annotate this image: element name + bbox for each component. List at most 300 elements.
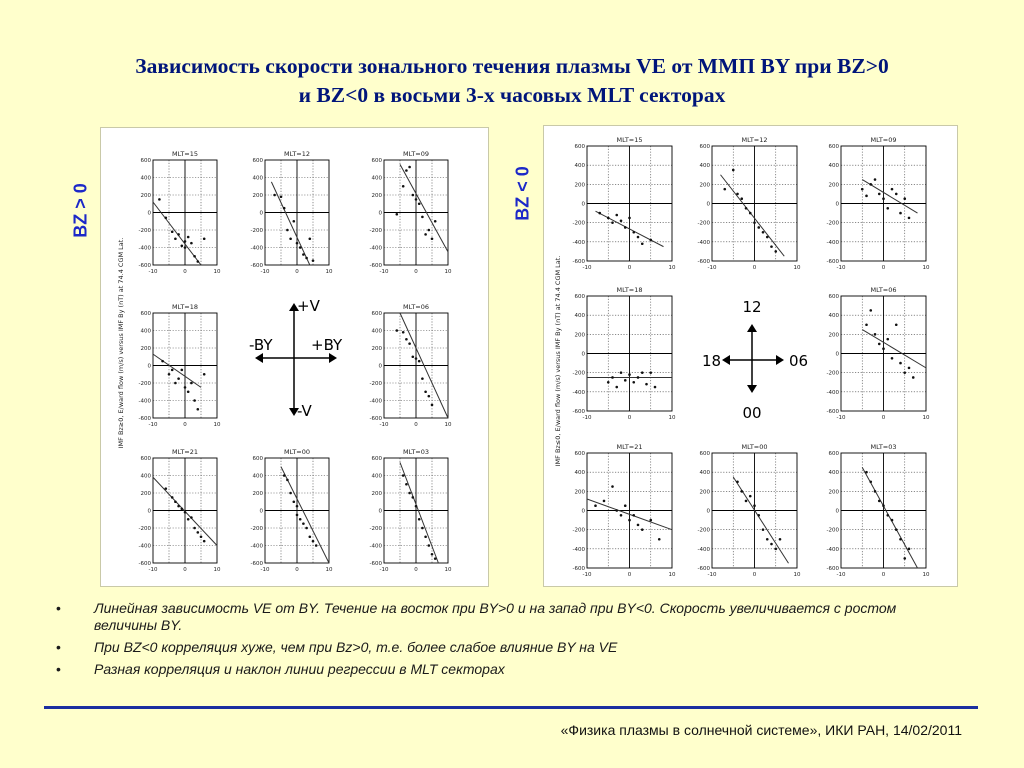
scatter-subplot [139,150,221,275]
scatter-subplot [251,150,333,275]
x-tick-label: 0 [414,567,418,573]
data-point [753,504,756,507]
data-point [774,548,777,551]
data-point [891,519,894,522]
data-point [293,220,296,223]
y-tick-label: -200 [138,228,151,234]
data-point [431,553,434,556]
subplot-title: MLT=00 [741,443,768,451]
y-tick-label: 600 [828,294,839,300]
scatter-subplot [573,286,676,421]
data-point [309,237,312,240]
data-point [302,253,305,256]
y-tick-label: 400 [574,163,585,170]
y-tick-label: 200 [574,489,585,496]
data-point [289,492,292,495]
data-point [869,183,872,186]
y-tick-label: -400 [369,398,382,405]
data-point [891,188,894,191]
data-point [749,495,752,498]
y-tick-label: 0 [835,201,839,208]
y-tick-label: -600 [826,409,839,415]
data-point [187,518,190,521]
x-tick-label: 10 [213,422,221,428]
data-point [882,347,885,350]
y-tick-label: 200 [252,491,263,497]
y-tick-label: -600 [250,561,263,567]
data-point [402,331,405,334]
bz-negative-panel [543,125,958,587]
footer-divider [44,706,978,709]
minus-by-label: -BY [249,336,273,354]
y-tick-label: -400 [697,546,710,553]
bz-positive-panel [100,127,489,587]
data-point [402,474,405,477]
data-point [415,198,418,201]
x-tick-label: 0 [295,567,299,573]
y-tick-label: -200 [138,526,151,532]
data-point [624,379,627,382]
x-tick-label: 10 [213,567,221,573]
x-tick-label: -10 [582,572,592,578]
bz-positive-chart [101,128,488,586]
regression-line [271,182,309,265]
y-tick-label: 400 [140,175,151,182]
data-point [903,557,906,560]
data-point [171,369,174,372]
subplot-title: MLT=12 [283,150,311,158]
data-point [899,212,902,215]
y-tick-label: -200 [826,220,839,227]
x-tick-label: -10 [260,567,270,573]
data-point [283,474,286,477]
data-point [908,217,911,220]
y-tick-label: 600 [140,456,151,462]
y-tick-label: -400 [826,546,839,553]
x-tick-label: 10 [922,265,930,271]
x-tick-label: -10 [260,269,270,275]
y-tick-label: 400 [252,175,263,182]
data-point [315,544,318,547]
data-point [736,193,739,196]
regression-line [400,462,438,563]
data-point [184,240,187,243]
data-point [886,207,889,210]
data-point [903,197,906,200]
y-tick-label: 200 [828,332,839,339]
data-point [305,257,308,260]
scatter-subplot [827,443,930,578]
data-point [181,369,184,372]
y-tick-label: 400 [699,163,710,170]
y-tick-label: -200 [826,370,839,377]
data-point [171,496,174,499]
data-point [641,528,644,531]
data-point [190,516,193,519]
x-tick-label: 10 [325,567,333,573]
x-tick-label: 10 [668,572,676,578]
data-point [405,483,408,486]
y-tick-label: 400 [140,473,151,480]
data-point [200,535,203,538]
y-tick-label: 200 [371,346,382,352]
data-point [412,496,415,499]
x-tick-label: 0 [183,567,187,573]
scatter-subplot [139,448,221,573]
data-point [412,355,415,358]
subplot-title: MLT=12 [741,136,768,144]
data-point [428,544,431,547]
data-point [766,538,769,541]
x-tick-label: 0 [295,269,299,275]
data-point [165,216,168,219]
data-point [296,505,299,508]
y-tick-label: -600 [572,259,585,265]
subplot-title: MLT=03 [870,443,897,451]
y-tick-label: 0 [259,210,263,217]
y-tick-label: 0 [706,508,710,515]
orientation-diagram [249,297,343,420]
data-point [624,504,627,507]
y-tick-label: 600 [252,456,263,462]
y-tick-label: -400 [138,245,151,252]
y-tick-label: 0 [581,351,585,358]
data-point [632,231,635,234]
y-tick-label: -400 [826,389,839,396]
data-point [865,471,868,474]
data-point [757,514,760,517]
y-tick-label: -600 [826,566,839,572]
mlt-06-label: 06 [789,352,809,370]
data-point [158,198,161,201]
data-point [740,197,743,200]
x-tick-label: 10 [922,572,930,578]
y-tick-label: 600 [574,294,585,300]
x-tick-label: -10 [148,422,158,428]
y-tick-label: -400 [138,398,151,405]
data-point [286,479,289,482]
data-point [296,242,299,245]
data-point [753,221,756,224]
y-tick-label: 400 [252,473,263,480]
data-point [899,538,902,541]
data-point [312,259,315,262]
y-tick-label: -200 [250,526,263,532]
data-point [723,188,726,191]
y-tick-label: 600 [828,144,839,150]
data-point [190,242,193,245]
y-tick-label: 400 [371,328,382,335]
data-point [193,527,196,530]
x-tick-label: -10 [379,422,389,428]
y-tick-label: -600 [697,259,710,265]
mlt-18-label: 18 [702,352,722,370]
regression-line [862,330,926,368]
data-point [912,376,915,379]
x-tick-label: 10 [325,269,333,275]
subplot-title: MLT=06 [870,286,897,294]
data-point [908,548,911,551]
data-point [611,485,614,488]
data-point [286,229,289,232]
x-tick-label: -10 [148,567,158,573]
y-tick-label: 0 [378,508,382,515]
y-tick-label: -400 [138,543,151,550]
arrow-left-icon [255,353,263,363]
y-tick-label: -600 [697,566,710,572]
data-point [620,219,623,222]
data-point [184,511,187,514]
subplot-title: MLT=03 [402,448,430,456]
data-point [424,535,427,538]
data-point [654,386,657,389]
data-point [431,404,434,407]
data-point [632,514,635,517]
data-point [908,367,911,370]
x-tick-label: 10 [668,415,676,421]
data-point [408,342,411,345]
data-point [874,178,877,181]
subplot-title: MLT=15 [616,136,643,144]
scatter-subplot [827,286,930,421]
subplot-title: MLT=21 [171,448,199,456]
x-tick-label: -10 [379,269,389,275]
data-point [774,250,777,253]
data-point [886,338,889,341]
y-tick-label: -600 [250,263,263,269]
data-point [418,360,421,363]
x-tick-label: -10 [148,269,158,275]
data-point [658,538,661,541]
scatter-subplot [827,136,930,271]
y-tick-label: -200 [697,220,710,227]
data-point [408,492,411,495]
mlt-12-label: 12 [742,298,762,316]
y-tick-label: 0 [581,508,585,515]
data-point [302,522,305,525]
data-point [865,323,868,326]
y-tick-label: 600 [371,311,382,317]
data-point [632,381,635,384]
data-point [174,382,177,385]
data-point [861,188,864,191]
y-tick-label: -600 [369,561,382,567]
plus-by-label: +BY [311,336,343,354]
x-tick-label: -10 [707,265,717,271]
data-point [770,543,773,546]
data-point [177,233,180,236]
y-tick-label: -200 [369,381,382,387]
x-tick-label: 0 [752,572,757,578]
y-tick-label: -400 [369,543,382,550]
data-point [882,197,885,200]
y-tick-label: 0 [581,201,585,208]
subplot-title: MLT=21 [616,443,643,451]
mlt-00-label: 00 [742,404,762,422]
data-point [740,490,743,493]
y-tick-label: 600 [140,158,151,164]
data-point [171,230,174,233]
data-point [396,213,399,216]
data-point [434,557,437,560]
y-tick-label: 600 [140,311,151,317]
data-point [649,519,652,522]
y-tick-label: 400 [574,470,585,477]
scatter-subplot [370,448,452,573]
y-tick-label: -200 [697,527,710,534]
x-tick-label: -10 [836,572,846,578]
data-point [181,244,184,247]
data-point [421,216,424,219]
minus-v-label: -V [297,402,312,420]
data-point [296,514,299,517]
data-point [615,509,618,512]
subplot-title: MLT=18 [171,303,199,311]
y-tick-label: 600 [828,451,839,457]
y-tick-label: 0 [378,363,382,370]
data-point [615,214,618,217]
scatter-subplot [573,136,676,271]
arrow-up-icon [747,324,757,332]
data-point [312,540,315,543]
data-point [309,535,312,538]
subplot-title: MLT=06 [402,303,430,311]
y-tick-label: 400 [371,473,382,480]
data-point [607,381,610,384]
data-point [165,487,168,490]
x-tick-label: 10 [668,265,676,271]
mlt-clock-diagram [702,298,808,422]
data-point [408,166,411,169]
arrow-down-icon [747,385,757,393]
x-tick-label: 0 [414,269,418,275]
data-point [299,246,302,249]
data-point [882,504,885,507]
plus-v-label: +V [297,297,320,315]
data-point [412,194,415,197]
data-point [594,504,597,507]
y-axis-label: IMF Bz≥0, E/ward flow (m/s) versus IMF By (nT) at 74.4 CGM Lat. [117,237,125,449]
data-point [745,500,748,503]
data-point [779,538,782,541]
arrow-left-icon [722,355,730,365]
y-tick-label: 0 [147,363,151,370]
data-point [283,207,286,210]
x-tick-label: 10 [444,269,452,275]
data-point [168,373,171,376]
y-tick-label: -200 [572,370,585,377]
y-tick-label: 0 [835,508,839,515]
data-point [174,500,177,503]
subplot-title: MLT=18 [616,286,643,294]
data-point [874,490,877,493]
data-point [745,207,748,210]
data-point [624,226,627,229]
x-tick-label: -10 [582,415,592,421]
data-point [598,212,601,215]
subplot-title: MLT=15 [171,150,199,158]
data-point [770,245,773,248]
y-tick-label: -200 [138,381,151,387]
data-point [203,237,206,240]
title-line-2: и BZ<0 в восьми 3-х часовых MLT секторах [298,83,726,107]
data-point [203,373,206,376]
data-point [418,202,421,205]
x-tick-label: 0 [627,265,632,271]
y-tick-label: -600 [138,561,151,567]
regression-line [281,467,329,563]
bullet-list [52,600,952,683]
data-point [878,343,881,346]
data-point [895,528,898,531]
data-point [428,395,431,398]
data-point [174,237,177,240]
y-tick-label: 200 [371,193,382,199]
data-point [637,236,640,239]
y-tick-label: -200 [250,228,263,234]
data-point [197,408,200,411]
data-point [197,260,200,263]
y-tick-label: 200 [252,193,263,199]
y-tick-label: 200 [699,182,710,189]
y-tick-label: -400 [250,245,263,252]
data-point [273,194,276,197]
data-point [607,217,610,220]
y-axis-label: IMF Bz≤0, E/ward flow (m/s) versus IMF By (nT) at 74.4 CGM Lat. [554,255,562,467]
data-point [874,333,877,336]
data-point [418,518,421,521]
data-point [415,357,418,360]
data-point [177,377,180,380]
data-point [402,185,405,188]
x-tick-label: 10 [444,567,452,573]
y-tick-label: -200 [369,228,382,234]
data-point [762,528,765,531]
y-tick-label: -400 [250,543,263,550]
data-point [749,212,752,215]
x-tick-label: 0 [752,265,757,271]
scatter-subplot [370,303,452,428]
data-point [628,519,631,522]
scatter-subplot [370,150,452,275]
title-line-1: Зависимость скорости зонального течения плазмы VE от ММП BY при BZ>0 [135,54,889,78]
y-tick-label: 0 [147,508,151,515]
data-point [628,373,631,376]
data-point [899,362,902,365]
data-point [641,242,644,245]
data-point [895,323,898,326]
y-tick-label: 600 [252,158,263,164]
data-point [187,390,190,393]
data-point [187,236,190,239]
data-point [615,386,618,389]
x-tick-label: -10 [707,572,717,578]
data-point [434,220,437,223]
regression-line [721,175,785,256]
bz-negative-label: BZ < 0 [512,166,533,221]
data-point [396,329,399,332]
arrow-right-icon [329,353,337,363]
y-tick-label: 0 [147,210,151,217]
y-tick-label: 200 [371,491,382,497]
x-tick-label: 0 [627,572,632,578]
data-point [181,507,184,510]
y-tick-label: -600 [369,263,382,269]
scatter-subplot [251,448,333,573]
x-tick-label: 0 [183,422,187,428]
data-point [732,169,735,172]
x-tick-label: 10 [793,572,801,578]
